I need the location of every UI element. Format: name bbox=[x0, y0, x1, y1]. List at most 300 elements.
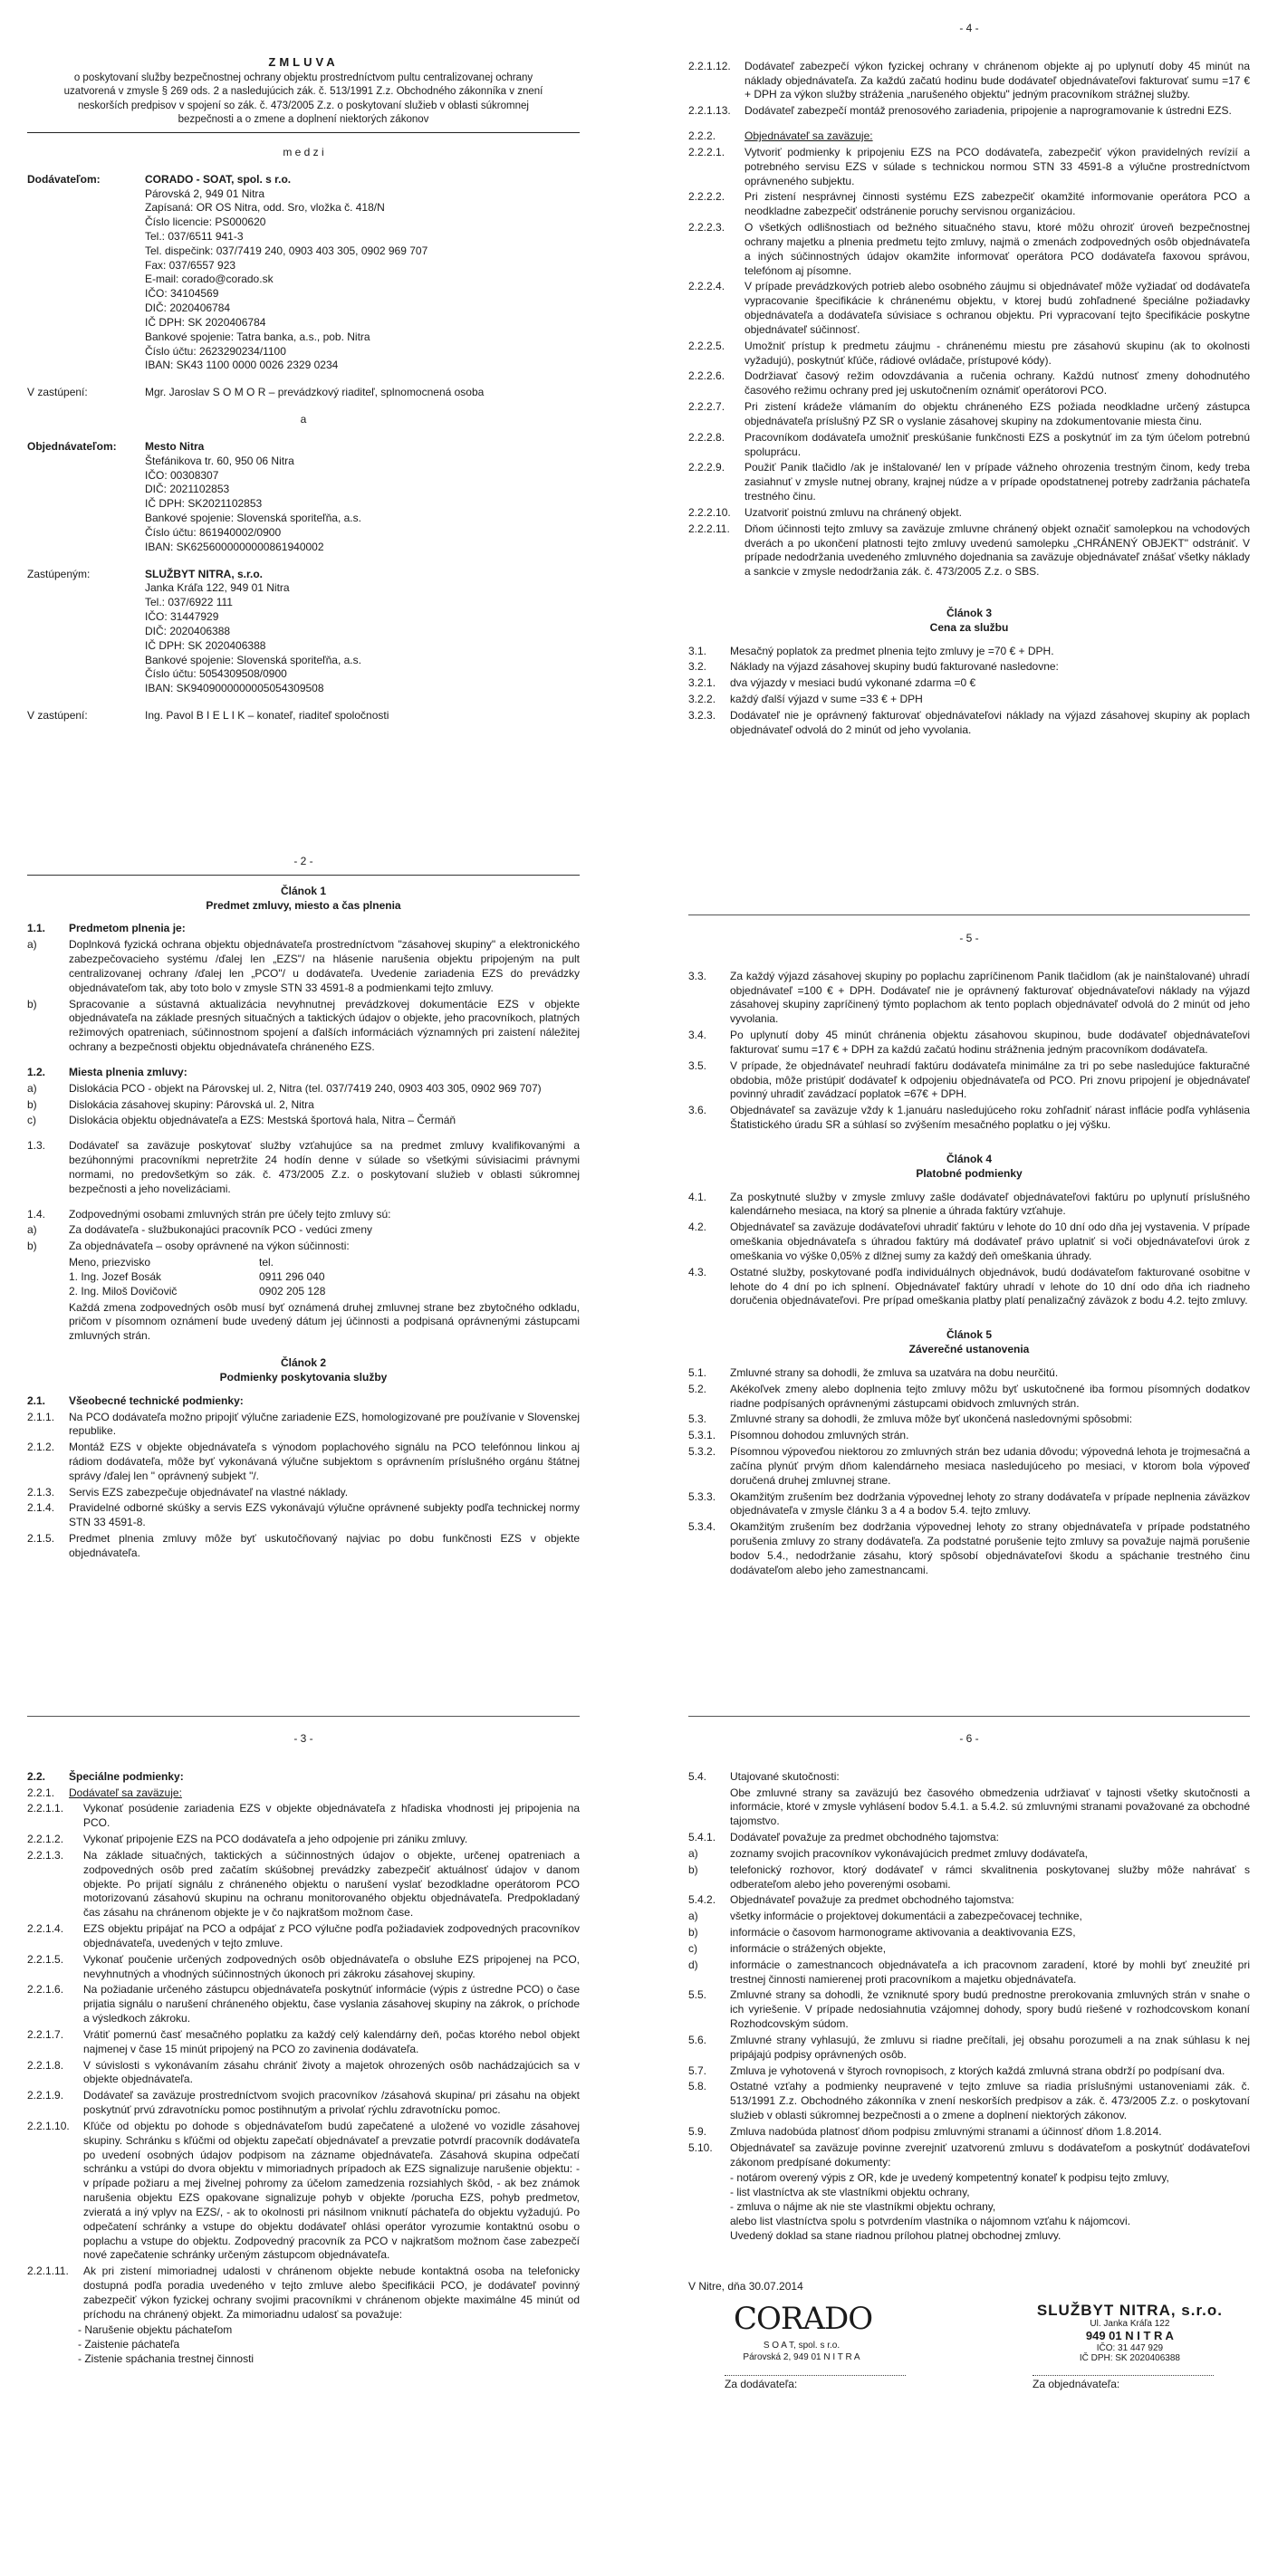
clause-number: c) bbox=[27, 1114, 36, 1127]
clause-text: Zmluvné strany sa dohodli, že vzniknuté spory budú prednostne prerokovania zmluvných strán v snahe o ich vyriešenie. V prípade nedosiahnutia vzájomnej dohody, spory budú riešené v rozhodcovskom konaní Rozhodcovským súdom. bbox=[730, 1988, 1250, 2031]
clause-number: a) bbox=[27, 1223, 37, 1237]
clause bbox=[27, 938, 580, 995]
clause-number: 2.2.1.2. bbox=[27, 1833, 64, 1846]
clause bbox=[27, 2265, 580, 2322]
clause-text: Zmluva nadobúda platnosť dňom podpisu zmluvnými stranami a účinnosť dňom 1.8.2014. bbox=[730, 2124, 1162, 2138]
clause bbox=[688, 1958, 1250, 1987]
clause bbox=[688, 1266, 1250, 1308]
clause bbox=[688, 676, 1250, 691]
clause bbox=[688, 2064, 1250, 2079]
clause bbox=[688, 340, 1250, 369]
clause bbox=[688, 104, 1250, 119]
clause-number: 2.2.2.10. bbox=[688, 505, 731, 519]
stamp-line: S O A T, spol. s r.o. bbox=[763, 2341, 841, 2351]
clause bbox=[688, 970, 1250, 1027]
clause-number: 3.5. bbox=[688, 1058, 707, 1072]
contract-subtitle: o poskytovaní služby bezpečnostnej ochrany objektu prostredníctvom pultu centralizovanej ochrany uzatvorená v zmysle § 269 ods. 2 a nasledujúcich zák. č. 513/1991 Z.z. Obchodného zákonníka v znení neskorších predpisov v spojení so zák. č. 473/2005 Z.z. o poskytovaní služieb v oblasti súkromnej bezpečnosti a o zmene a doplnení niektorých zákonov bbox=[63, 72, 543, 125]
clause bbox=[688, 1926, 1250, 1940]
dodavatel-line: IČO: 34104569 bbox=[145, 287, 219, 301]
clause bbox=[27, 922, 580, 936]
clause bbox=[688, 1104, 1250, 1133]
clause-text: Použiť Panik tlačidlo /ak je inštalované/ len v prípade vážneho ohrozenia trestným činom, kedy treba zasiahnuť v zmysle nutnej obrany, krajnej núdze a v prípade opodstatnenej potreby zadržania páchateľa trestného činu. bbox=[744, 461, 1250, 503]
clause-text: dva výjazdy v mesiaci budú vykonané zdarma =0 € bbox=[730, 676, 976, 690]
clause bbox=[27, 1394, 580, 1409]
page-number: - 4 - bbox=[959, 22, 979, 34]
clause-number: 5.8. bbox=[688, 2080, 707, 2093]
clause-number: a) bbox=[27, 938, 37, 952]
page-5 bbox=[688, 928, 1250, 1707]
clause bbox=[27, 1082, 580, 1096]
clause bbox=[688, 1770, 1250, 1785]
clause-number: c) bbox=[688, 1941, 697, 1955]
dodavatel-line: DIČ: 2020406784 bbox=[145, 302, 231, 315]
zastupeni-label: V zastúpení: bbox=[27, 386, 88, 399]
clause-number: 2.2.1.11. bbox=[27, 2265, 69, 2278]
clause bbox=[688, 1910, 1250, 1924]
clause-text: Uzatvoriť poistnú zmluvu na chránený objekt. bbox=[744, 505, 962, 519]
clause bbox=[688, 369, 1250, 398]
clause-number: 1.4. bbox=[27, 1207, 46, 1221]
clause bbox=[27, 1441, 580, 1483]
clause-number: 2.2.1.4. bbox=[27, 1922, 64, 1936]
clause bbox=[688, 522, 1250, 579]
clause-text: Objednávateľ sa zaväzuje: bbox=[744, 129, 873, 143]
clause-text: Za objednávateľa – osoby oprávnené na výkon súčinnosti: bbox=[69, 1240, 350, 1253]
clause-text: Objednávateľ sa zaväzuje povinne zverejniť uzatvorenú zmluvu s dodávateľom a poskytnúť dodávateľovi zákonom predpísané dokumenty: bbox=[730, 2140, 1250, 2169]
clause-text: Zmluvné strany sa dohodli, že zmluva sa uzatvára na dobu neurčitú. bbox=[730, 1365, 1059, 1379]
clause bbox=[27, 1486, 580, 1500]
article-2-title: Článok 2 bbox=[280, 1356, 326, 1370]
person-tel: 0902 205 128 bbox=[259, 1284, 326, 1298]
clause-number: 4.2. bbox=[688, 1221, 707, 1234]
clause-number: 2.2.2.4. bbox=[688, 280, 725, 293]
clause bbox=[688, 190, 1250, 219]
clause-number: 5.3.3. bbox=[688, 1489, 716, 1503]
clause bbox=[688, 645, 1250, 659]
clause-number: 2.1. bbox=[27, 1393, 46, 1407]
dodavatel-block bbox=[27, 173, 580, 374]
page-3 bbox=[27, 1716, 580, 2567]
objednavatel-line: DIČ: 2021102853 bbox=[145, 483, 230, 496]
corado-stamp bbox=[734, 2299, 873, 2363]
clause-number: a) bbox=[688, 1910, 698, 1923]
dodavatel-label: Dodávateľom: bbox=[27, 172, 101, 186]
clause-number: b) bbox=[27, 997, 37, 1010]
clause-text: Dodávateľ považuje za predmet obchodného tajomstva: bbox=[730, 1831, 1000, 1844]
clause-number: 2.2.1.3. bbox=[27, 1848, 64, 1862]
objednavatel-line: IČ DPH: SK2021102853 bbox=[145, 497, 263, 511]
clause-number: 5.5. bbox=[688, 1988, 707, 2002]
clause-text: O všetkých odlišnostiach od bežného situačného stavu, ktoré môžu ohroziť úroveň bezpečnostnej ochrany majetku a plnenia predmetu tejto zmluvy, najmä o zmenách zodpovedných osôb objednávateľa a iných súčinnostných údajov okamžite informovať operátora PCO dodávateľa faxovou správou, telefónom aj písomne. bbox=[744, 221, 1250, 277]
clause-text: Dodávateľ nie je oprávnený fakturovať objednávateľovi náklady na výjazd zásahovej skupiny ak poplach objednávateľ odvolá do 2 minút od jeho vyvolania. bbox=[730, 708, 1250, 736]
clause-number: 5.3.1. bbox=[688, 1429, 716, 1442]
clause bbox=[27, 1223, 580, 1238]
person-row bbox=[27, 1270, 580, 1285]
clause-number: 3.4. bbox=[688, 1029, 707, 1042]
clause-text: zoznamy svojich pracovníkov vykonávajúcich predmet zmluvy dodávateľa, bbox=[730, 1846, 1089, 1860]
clause-number: 2.2.1.12. bbox=[688, 59, 731, 72]
clause bbox=[688, 431, 1250, 460]
zastupeni-value: Mgr. Jaroslav S O M O R – prevádzkový riaditeľ, splnomocnená osoba bbox=[145, 386, 485, 399]
bullet-item: - Zistenie spáchania trestnej činnosti bbox=[78, 2352, 255, 2366]
clause-text: Pravidelné odborné skúšky a servis EZS vykonávajú výlučne oprávnené subjekty podľa technickej normy STN 33 4591-8. bbox=[69, 1501, 580, 1529]
clause bbox=[27, 1208, 580, 1222]
clause-number: 5.4. bbox=[688, 1769, 707, 1783]
stamp-line: IČO: 31 447 929 bbox=[1096, 2342, 1164, 2353]
page-number: - 6 - bbox=[959, 1732, 979, 1745]
clause-text: Kľúče od objektu po dohode s objednávateľom budú zapečatené a uložené vo vozidle zásahovej skupiny. Schránku s kľúčmi od objektu zapečatí objednávateľ a prevzatie potvrdí pracovník dodávateľa po uvedení osobných údajov podpisom na zázname objednávateľa. Zásahová skupina odpečatí schránku a vstúpi do dvora objektu v mimoriadnych prípadoch ak EZS signalizuje narušenie objektu: - v prípade požiaru a mej živelnej pohromy za účelom zamedzenia rozsiahlych škôd, - ak bez známok narušenia objektu EZS opakovane signalizuje pohyb v objekte /porucha EZS, pohyb predmetov, zvieratá a iný vplyv na EZS/, - ak to okolnosti pri násilnom vniknutí páchateľa do objektu vyžadujú. Po odpečatení schránky a vstupe do objektu dodávateľ ohlási operátor vyrozumie kontaktnú osobu o poplachu a vstupe do objektu. Zodpovedný pracovník za PCO v najkratšom možnom čase zabezpečí nové zapečatenie schránky určeným zástupcom objednávateľa. bbox=[83, 2119, 580, 2262]
article-4-subtitle: Platobné podmienky bbox=[916, 1166, 1023, 1180]
clause-number: 2.2.2.9. bbox=[688, 461, 725, 474]
article-3-subtitle: Cena za službu bbox=[929, 620, 1009, 634]
clause bbox=[27, 1833, 580, 1847]
clause bbox=[688, 1520, 1250, 1577]
document-item: - list vlastníctva ak ste vlastníkmi objektu ochrany, bbox=[730, 2186, 970, 2199]
clause-text: Vytvoriť podmienky k pripojeniu EZS na PCO dodávateľa, zabezpečiť výkon pravidelných revízií a potrebného servisu EZS v súlade s technickou normou STN 33 4591-8 a výlučne prostredníctvom oprávneného subjektu. bbox=[744, 145, 1250, 187]
clause-number: 5.4.2. bbox=[688, 1893, 716, 1907]
zastupeni-label: V zastúpení: bbox=[27, 709, 88, 722]
clause bbox=[688, 400, 1250, 429]
clause-number: 2.2.1.10. bbox=[27, 2119, 70, 2132]
clause-number: 3.1. bbox=[688, 644, 707, 657]
person-tel: 0911 296 040 bbox=[259, 1269, 325, 1283]
clause-text: Servis EZS zabezpečuje objednávateľ na vlastné náklady. bbox=[69, 1485, 349, 1499]
clause-text: Na PCO dodávateľa možno pripojiť výlučne zariadenie EZS, homologizované pre používanie v Slovenskej republike. bbox=[69, 1410, 580, 1438]
clause bbox=[27, 1953, 580, 1982]
page-6 bbox=[688, 1716, 1250, 2571]
stamp-line: Párovská 2, 949 01 N I T R A bbox=[743, 2352, 860, 2363]
clause-text: Vykonať pripojenie EZS na PCO dodávateľa a jeho odpojenie pri zániku zmluvy. bbox=[83, 1833, 468, 1846]
dodavatel-line: E-mail: corado@corado.sk bbox=[145, 273, 274, 286]
zastupenym-line: IBAN: SK9409000000005054309508 bbox=[145, 682, 324, 695]
clause-text: Zodpovednými osobami zmluvných strán pre účely tejto zmluvy sú: bbox=[69, 1207, 391, 1221]
clause-text: Vrátiť pomernú časť mesačného poplatku za každý celý kalendárny deň, počas ktorého nebol objekt najmenej v čase 15 minút pripojený na PCO zo zavinenia dodávateľa. bbox=[83, 2027, 580, 2055]
clause-number: 2.2.1.6. bbox=[27, 1983, 64, 1997]
clause-text: Ostatné vzťahy a podmienky neupravené v tejto zmluve sa riadia príslušnými ustanoveniami zák. č. 513/1991 Z.z. Obchodného zákonníka v znení neskorších predpisov a zák. č. 473/2005 Z.z. o poskytovaní služieb v oblasti súkromnej bezpečnosti a o zmene a doplnení niektorých zákonov. bbox=[730, 2080, 1250, 2122]
clause-text: Okamžitým zrušením bez dodržania výpovednej lehoty zo strany objednávateľa v prípade podstatného porušenia zmluvy zo strany dodávateľa. Za podstatné porušenie tejto zmluvy sa považuje najmä porušenie bodov 5.4., nedodržanie zásahu, ktorý spôsobí objednávateľovi škodu a spáchanie trestného činu dodávateľom alebo jeho zamestnancami. bbox=[730, 1520, 1250, 1576]
clause-number: 2.2.1. bbox=[27, 1786, 55, 1799]
clause-text: Za poskytnuté služby v zmysle zmluvy zašle dodávateľ objednávateľovi faktúru po uplynutí príslušného kalendárneho mesiaca, na ktorý sa plnenie a úhrada faktúry vzťahuje. bbox=[730, 1190, 1250, 1218]
clause bbox=[688, 1490, 1250, 1519]
document-item: - notárom overený výpis z OR, kde je uvedený kompetentný konateľ k podpisu tejto zmluvy, bbox=[730, 2171, 1169, 2185]
clause bbox=[688, 280, 1250, 337]
page-cut-line bbox=[688, 1716, 1250, 1717]
article-1-subtitle: Predmet zmluvy, miesto a čas plnenia bbox=[206, 898, 401, 912]
clause bbox=[27, 1501, 580, 1530]
clause bbox=[688, 1221, 1250, 1263]
clause-text: Umožniť prístup k predmetu záujmu - chránenému miestu pre zásahovú skupinu (ak to okolnosti vyžadujú), poskytnúť kľúče, rádiové ovládače, prístupové kódy). bbox=[744, 339, 1250, 367]
clause-text: Zmluva je vyhotovená v štyroch rovnopisoch, z ktorých každá zmluvná strana obdrží po podpísaní dva. bbox=[730, 2064, 1225, 2077]
clause bbox=[688, 2080, 1250, 2122]
clause-number: b) bbox=[27, 1097, 37, 1111]
dodavatel-line: CORADO - SOAT, spol. s r.o. bbox=[145, 172, 292, 186]
clause bbox=[27, 1139, 580, 1196]
clause-number: 2.2.1.5. bbox=[27, 1952, 64, 1966]
article-3-title: Článok 3 bbox=[946, 606, 992, 619]
corado-logo: CORADO bbox=[734, 2301, 873, 2338]
clause-number: a) bbox=[27, 1081, 37, 1095]
clause-number: 2.2.2.1. bbox=[688, 145, 725, 158]
clause bbox=[27, 998, 580, 1055]
clause-number: d) bbox=[688, 1958, 698, 1971]
clause bbox=[27, 2120, 580, 2263]
clause-text: Obe zmluvné strany sa zaväzujú bez časového obmedzenia udržiavať v tajnosti všetky skutočnosti a informácie, ktoré v zmysle vyhlásení bodov 5.4.1. a 5.4.2. sú zmluvnými stranami považované za obchodné tajomstvo. bbox=[730, 1786, 1250, 1828]
zastupenym-line: SLUŽBYT NITRA, s.r.o. bbox=[145, 567, 264, 580]
clause-text: Spracovanie a sústavná aktualizácia nevyhnutnej prevádzkovej dokumentácie EZS v objekte objednávateľa na základe presných situačných a taktických údajov o objekte, jeho pracovníkoch, platných režimových opatreniach, súčinnostnom spojení a ďalších informáciách významných pri zaistení náležitej ochrany a bezpečnosti objektu objednávateľa chráneného EZS. bbox=[69, 997, 580, 1054]
clause bbox=[27, 1066, 580, 1080]
clause-text: informácie o zamestnancoch objednávateľa a ich pracovnom zaradení, ktoré by mohli byť zneužité pri trestnej činnosti namierenej proti pracovníkom a majetku objednávateľa. bbox=[730, 1958, 1250, 1986]
page-number: - 3 - bbox=[293, 1732, 313, 1745]
clause-text: Dodržiavať časový režim odovzdávania a ručenia ochrany. Každú nutnosť zmeny dohodnutého časového režimu ochrany pred jej uskutočnením oznámiť operátorovi PCO. bbox=[744, 369, 1250, 397]
clause-text: Dislokácia zásahovej skupiny: Párovská ul. 2, Nitra bbox=[69, 1097, 314, 1111]
clause bbox=[27, 1114, 580, 1128]
clause-number: 2.1.2. bbox=[27, 1441, 55, 1454]
zastupeni-dodavatel bbox=[27, 386, 580, 400]
clause-text: Miesta plnenia zmluvy: bbox=[69, 1065, 187, 1078]
clause bbox=[688, 1029, 1250, 1058]
clause bbox=[27, 2059, 580, 2088]
clause-number: 4.1. bbox=[688, 1190, 707, 1203]
clause-number: a) bbox=[688, 1846, 698, 1860]
clause-number: 3.2.2. bbox=[688, 693, 716, 706]
clause bbox=[688, 60, 1250, 102]
clause-text: Náklady na výjazd zásahovej skupiny budú fakturované nasledovne: bbox=[730, 660, 1059, 674]
page-1 bbox=[27, 54, 580, 851]
clause-text: Dodávateľ zabezpečí montáž prenosového zariadenia, pripojenie a naprogramovanie k ústredni EZS. bbox=[744, 104, 1232, 118]
clause-number: 1.1. bbox=[27, 922, 46, 935]
article-5-subtitle: Záverečné ustanovenia bbox=[908, 1343, 1030, 1356]
bullet-item: - Narušenie objektu páchateľom bbox=[78, 2323, 233, 2337]
objednavatel-label: Objednávateľom: bbox=[27, 439, 117, 453]
zastupenym-line: Bankové spojenie: Slovenská sporiteľňa, a.s. bbox=[145, 653, 361, 666]
clause bbox=[688, 1863, 1250, 1892]
clause-number: 3.2.3. bbox=[688, 708, 716, 722]
contract-title: ZMLUVA bbox=[268, 55, 339, 69]
clause bbox=[27, 1802, 580, 1831]
clause bbox=[688, 129, 1250, 144]
and-text: a bbox=[300, 413, 307, 426]
clause-text: Predmetom plnenia je: bbox=[69, 922, 186, 935]
clause-text: Doplnková fyzická ochrana objektu objednávateľa prostredníctvom "zásahovej skupiny" a elektronického zabezpečovacieho systému /ďalej len „EZS"/ na hlásenie narušenia objektu pripojeným na pult centralizovanej ochrany /ďalej len „PCO"/ u dodávateľa. Uvedenie zariadenia EZS do prevádzky objednávateľom tak, aby toto bolo v zmysle STN 33 4591-8 a podmienkami tejto zmluvy. bbox=[69, 938, 580, 994]
article-2-subtitle: Podmienky poskytovania služby bbox=[219, 1370, 388, 1384]
sluzbyt-stamp bbox=[1037, 2302, 1223, 2364]
clause-text: Akékoľvek zmeny alebo doplnenia tejto zmluvy môžu byť uskutočnené iba formou písomných dodatkov riadne podpísaných oprávnenými zástupcami obidvoch zmluvných strán. bbox=[730, 1382, 1250, 1410]
clause-text: Objednávateľ považuje za predmet obchodného tajomstva: bbox=[730, 1893, 1014, 1907]
zastupenym-line: DIČ: 2020406388 bbox=[145, 624, 231, 637]
clause bbox=[27, 1849, 580, 1920]
stamp-title: SLUŽBYT NITRA, s.r.o. bbox=[1036, 2301, 1223, 2319]
person-name: 2. Ing. Miloš Dovičovič bbox=[69, 1284, 178, 1298]
clause bbox=[688, 1366, 1250, 1381]
clause-number: 4.3. bbox=[688, 1265, 707, 1278]
clause-text: Objednávateľ sa zaväzuje vždy k 1.januáru nasledujúceho roku zohľadniť nárast inflácie podľa vyhlásenia Štatistického úradu SR a súhlasí so zvýšením mesačného poplatku o jej výšku. bbox=[730, 1104, 1250, 1132]
objednavatel-line: Mesto Nitra bbox=[145, 439, 205, 453]
objednavatel-line: IČO: 00308307 bbox=[145, 468, 219, 482]
clause bbox=[688, 1786, 1250, 1829]
clause-text: Za dodávateľa - službukonajúci pracovník PCO - vedúci zmeny bbox=[69, 1223, 372, 1237]
dodavatel-line: Číslo licencie: PS000620 bbox=[145, 215, 266, 229]
clause-number: 2.1.3. bbox=[27, 1485, 55, 1499]
clause-number: 2.2.2. bbox=[688, 129, 716, 143]
article-5-title: Článok 5 bbox=[946, 1328, 992, 1342]
clause-text: Písomnou výpoveďou niektorou zo zmluvných strán bez udania dôvodu; výpovedná lehota je trojmesačná a začína plynúť prvým dňom kalendárneho mesiaca nasledujúceho po mesiaci, v ktorom bola výpoveď doručená druhej zmluvnej strane. bbox=[730, 1445, 1250, 1487]
clause-number: 5.3. bbox=[688, 1412, 707, 1426]
objednavatel-block bbox=[27, 440, 580, 555]
document-item: Uvedený doklad sa stane riadnou prílohou platnej obchodnej zmluvy. bbox=[730, 2228, 1061, 2242]
clause bbox=[688, 2034, 1250, 2063]
clause-number: 1.2. bbox=[27, 1065, 46, 1078]
clause bbox=[27, 1098, 580, 1113]
article-4-title: Článok 4 bbox=[946, 1152, 992, 1165]
clause-number: 2.2. bbox=[27, 1769, 46, 1783]
clause-number: 2.2.1.13. bbox=[688, 104, 731, 118]
dodavatel-line: Tel.: 037/6511 941-3 bbox=[145, 229, 244, 243]
clause-text: Písomnou dohodou zmluvných strán. bbox=[730, 1429, 909, 1442]
clause-number: 5.7. bbox=[688, 2064, 707, 2077]
objednavatel-line: Bankové spojenie: Slovenská sporiteľňa, a.s. bbox=[145, 512, 361, 525]
clause bbox=[688, 1191, 1250, 1220]
stamp-line: IČ DPH: SK 2020406388 bbox=[1079, 2353, 1180, 2364]
clause bbox=[688, 1412, 1250, 1427]
clause-number: 2.2.2.8. bbox=[688, 430, 725, 444]
clause-text: Vykonať posúdenie zariadenia EZS v objekte objednávateľa z hľadiska vhodnosti jej pripojenia na PCO. bbox=[83, 1802, 580, 1830]
clause-number: 1.3. bbox=[27, 1139, 46, 1153]
clause bbox=[688, 2125, 1250, 2140]
clause bbox=[27, 1983, 580, 2025]
clause bbox=[688, 1831, 1250, 1845]
clause-text: Dodávateľ sa zaväzuje poskytovať služby vzťahujúce sa na predmet zmluvy kvalifikovanými a bezúhonnými pracovníkmi nepretržite 24 hodín denne v súlade so všetkými súvisiacimi právnymi normami, no predovšetkým so zák. č. 473/2005 Z.z. o poskytovaní služieb v oblasti súkromnej bezpečnosti a jeho novelizáciami. bbox=[69, 1139, 580, 1195]
zastupenym-label: Zastúpeným: bbox=[27, 567, 91, 580]
dodavatel-line: Párovská 2, 949 01 Nitra bbox=[145, 187, 265, 200]
clause bbox=[688, 1942, 1250, 1957]
document-item: alebo list vlastníctva spolu s potvrdením vlastníka o nájomnom vzťahu k nájomcovi. bbox=[730, 2214, 1131, 2227]
clause bbox=[688, 2141, 1250, 2170]
clause-number: 3.2. bbox=[688, 660, 707, 674]
clause bbox=[688, 660, 1250, 675]
clause-number: 2.1.5. bbox=[27, 1532, 55, 1546]
clause-number: 2.1.1. bbox=[27, 1410, 55, 1423]
clause bbox=[27, 2028, 580, 2057]
clause-number: b) bbox=[688, 1863, 698, 1876]
clause bbox=[688, 146, 1250, 188]
zastupenym-block bbox=[27, 568, 580, 696]
clause bbox=[27, 1786, 580, 1801]
clause-text: Zmluvné strany sa dohodli, že zmluva môže byť ukončená nasledovnými spôsobmi: bbox=[730, 1412, 1133, 1426]
zastupeni-objednavatel bbox=[27, 709, 580, 723]
clause bbox=[688, 1847, 1250, 1862]
sign-right-label: Za objednávateľa: bbox=[1033, 2377, 1120, 2390]
clause bbox=[688, 221, 1250, 278]
clause-text: Špeciálne podmienky: bbox=[69, 1769, 184, 1783]
sign-left-label: Za dodávateľa: bbox=[725, 2377, 798, 2390]
clause-number: 2.1.4. bbox=[27, 1501, 55, 1515]
clause bbox=[688, 1383, 1250, 1412]
clause-text: Po uplynutí doby 45 minút chránenia objektu zásahovou skupinou, bude dodávateľ objednávateľovi fakturovať sumu =17 € + DPH za každú začatú hodinu strážnenia jedným pracovníkom dodávateľa. bbox=[730, 1029, 1250, 1056]
clause bbox=[688, 461, 1250, 503]
clause-text: Objednávateľ sa zaväzuje dodávateľovi uhradiť faktúru v lehote do 10 dní odo dňa jej vystavenia. V prípade omeškania objednávateľa s úhradou faktúry má dodávateľ právo uplatniť si voči objednávateľovi úrok z omeškania vo výške 0,05% z dlžnej sumy za každý deň omeškania úhrady. bbox=[730, 1221, 1250, 1262]
clause-text: telefonický rozhovor, ktorý dodávateľ v rámci skvalitnenia poskytovanej služby môže nahrávať s odberateľom alebo jeho poverenými osobami. bbox=[730, 1863, 1250, 1891]
clause-number: b) bbox=[27, 1240, 37, 1253]
clause-text: Dodávateľ sa zaväzuje prostredníctvom svojich pracovníkov /zásahová skupina/ pri zásahu na objekt poskytnúť prvú zdravotnícku pomoc postihnutým a privolať rýchlu zdravotnícku pomoc. bbox=[83, 2089, 580, 2117]
clause-number: 2.2.2.3. bbox=[688, 221, 725, 235]
zastupenym-line: IČO: 31447929 bbox=[145, 610, 219, 624]
clause-text: Dislokácia PCO - objekt na Párovskej ul. 2, Nitra (tel. 037/7419 240, 0903 403 305, 0902 969 707) bbox=[69, 1081, 542, 1095]
clause bbox=[688, 1445, 1250, 1488]
clause-text: Na základe situačných, taktických a súčinnostných údajov o objekte, určenej opatreniach a zodpovedných osôb pred začatím skúšobnej prevádzky zabezpečiť aktuálnosť údajov v danom objekte. Po prijatí signálu z chráneného objektu o narušení vyslať bezodkladne operátorom PCO motorizovanú zásahovú skupinu na ochranu monitorovaného objektu objednávateľa. Predpokladaný čas zásahu na chránenom objekte je v čo najkratšom možnom čase. bbox=[83, 1848, 580, 1920]
clause-text: všetky informácie o projektovej dokumentácii a zabezpečovacej technike, bbox=[730, 1910, 1082, 1923]
clause-text: V súvislosti s vykonávaním zásahu chrániť životy a majetok ohrozených osôb nachádzajúcich sa v objekte objednávateľa. bbox=[83, 2058, 580, 2086]
page-2 bbox=[27, 851, 580, 1711]
clause-number: 2.2.2.11. bbox=[688, 522, 730, 535]
zastupenym-line: Tel.: 037/6922 111 bbox=[145, 596, 233, 609]
clause-number: 2.2.2.2. bbox=[688, 190, 725, 204]
clause bbox=[27, 1240, 580, 1254]
clause bbox=[27, 1770, 580, 1785]
dodavatel-line: Fax: 037/6557 923 bbox=[145, 258, 236, 272]
objednavatel-line: IBAN: SK6256000000000861940002 bbox=[145, 540, 324, 553]
clause-text: V prípade, že objednávateľ neuhradí faktúru dodávateľa minimálne za tri po sebe nasledujúce fakturačné obdobia, môže pristúpiť dodávateľ k odpojeniu objednávateľa od PCO. Pri znovu pripojení je objednávateľ povinný uhradiť zavádzací poplatok =67€ + DPH. bbox=[730, 1058, 1250, 1101]
zastupenym-line: IČ DPH: SK 2020406388 bbox=[145, 638, 266, 652]
zastupeni-value: Ing. Pavol B I E L I K – konateľ, riaditeľ spoločnosti bbox=[145, 709, 389, 722]
clause bbox=[27, 1301, 580, 1344]
objednavatel-line: Štefánikova tr. 60, 950 06 Nitra bbox=[145, 454, 294, 467]
clause-text: Vykonať poučenie určených zodpovedných osôb objednávateľa o obsluhe EZS pripojenej na PCO, nevyhnutných a vhodných súčinnostných úkonoch pri zákroku zásahovej skupiny. bbox=[83, 1952, 580, 1980]
clause-number: 5.6. bbox=[688, 2033, 707, 2046]
clause-text: Zmluvné strany vyhlasujú, že zmluvu si riadne prečítali, jej obsahu porozumeli a na znak súhlasu k nej pripájajú podpisy oprávnených osôb. bbox=[730, 2033, 1250, 2061]
clause-text: Dodávateľ zabezpečí výkon fyzickej ochrany v chránenom objekte aj po uplynutí doby 45 minút na náklady objednávateľa. Za každú začatú hodinu bude dodávateľ objednávateľovi fakturovať sumu =17 € + DPH za výkon služby stráženia „narušeného objektu" jedným pracovníkom strážnej služby. bbox=[744, 59, 1250, 101]
clause bbox=[27, 2089, 580, 2118]
clause-text: Predmet plnenia zmluvy môže byť uskutočňovaný najviac po dobu funkčnosti EZS v objekte objednávateľa. bbox=[69, 1532, 580, 1559]
clause-text: Všeobecné technické podmienky: bbox=[69, 1393, 244, 1407]
persons-col-name: Meno, priezvisko bbox=[69, 1256, 151, 1269]
place-date: V Nitre, dňa 30.07.2014 bbox=[688, 2279, 803, 2293]
clause-number: 3.6. bbox=[688, 1104, 707, 1117]
clause-number: 5.4.1. bbox=[688, 1831, 716, 1844]
clause bbox=[688, 709, 1250, 738]
clause-number: 5.3.4. bbox=[688, 1520, 716, 1534]
clause bbox=[688, 1059, 1250, 1102]
clause-text: Na požiadanie určeného zástupcu objednávateľa poskytnúť informácie (výpis z ústredne PCO) o čase prijatia signálu o narušení chráneného objektu, čase vyslania zásahovej skupiny na zákrok, o príchode a výsledkoch zákroku. bbox=[83, 1983, 580, 2025]
person-row bbox=[27, 1285, 580, 1299]
clause bbox=[688, 506, 1250, 521]
clause-number: 2.2.1.9. bbox=[27, 2089, 64, 2102]
clause-number: 2.2.1.7. bbox=[27, 2027, 64, 2041]
clause-text: Pracovníkom dodávateľa umožniť preskúšanie funkčnosti EZS a poskytnúť im za tým účelom potrebnú spoluprácu. bbox=[744, 430, 1250, 458]
clause bbox=[688, 1429, 1250, 1443]
clause bbox=[688, 1893, 1250, 1908]
clause-number: 5.3.2. bbox=[688, 1445, 716, 1459]
dodavatel-line: IBAN: SK43 1100 0000 0026 2329 0234 bbox=[145, 359, 339, 372]
clause-text: informácie o časovom harmonograme aktivovania a deaktivovania EZS, bbox=[730, 1926, 1076, 1939]
clause-number: 2.2.2.7. bbox=[688, 400, 725, 414]
clause-text: Každá zmena zodpovedných osôb musí byť oznámená druhej zmluvnej strane bez zbytočného odkladu, pričom v písomnom oznámení bude uvedený dátum jej účinnosti a podpisaná oprávnenými zástupcami zmluvných strán. bbox=[69, 1300, 580, 1343]
clause-text: Pri zistení krádeže vlámaním do objektu chráneného EZS požiada neodkladne určený zástupca objednávateľa príslušný PZ SR o vyslanie zásahovej skupiny na zdokumentovanie miesta činu. bbox=[744, 400, 1250, 427]
clause-text: Dodávateľ sa zaväzuje: bbox=[69, 1786, 182, 1799]
zastupenym-line: Janka Kráľa 122, 949 01 Nitra bbox=[145, 581, 290, 595]
dodavatel-line: Bankové spojenie: Tatra banka, a.s., pob. Nitra bbox=[145, 330, 370, 343]
clause-text: V prípade prevádzkových potrieb alebo osobného záujmu si objednávateľ môže vyžiadať od dodávateľa vypracovanie špecifikácie k chránenému objektu, v ktorej budú zohľadnené špeciálne požiadavky objednávateľa a dodávateľa súvisiace s ochranou objektu. Pri vypracovaní tejto špecifikácie poskytne objednávateľ súčinnosť. bbox=[744, 280, 1250, 336]
clause-text: informácie o strážených objekte, bbox=[730, 1941, 887, 1955]
clause-number: 2.2.1.1. bbox=[27, 1802, 64, 1815]
person-name: 1. Ing. Jozef Bosák bbox=[69, 1269, 162, 1283]
zastupenym-line: Číslo účtu: 5054309508/0900 bbox=[145, 667, 287, 681]
clause-number: 5.2. bbox=[688, 1382, 707, 1395]
page-number: - 2 - bbox=[293, 855, 313, 867]
clause-number: 2.2.2.5. bbox=[688, 339, 725, 352]
stamp-line: 949 01 N I T R A bbox=[1085, 2328, 1174, 2342]
clause-number: 5.1. bbox=[688, 1365, 707, 1379]
page-cut-line bbox=[27, 1716, 580, 1717]
